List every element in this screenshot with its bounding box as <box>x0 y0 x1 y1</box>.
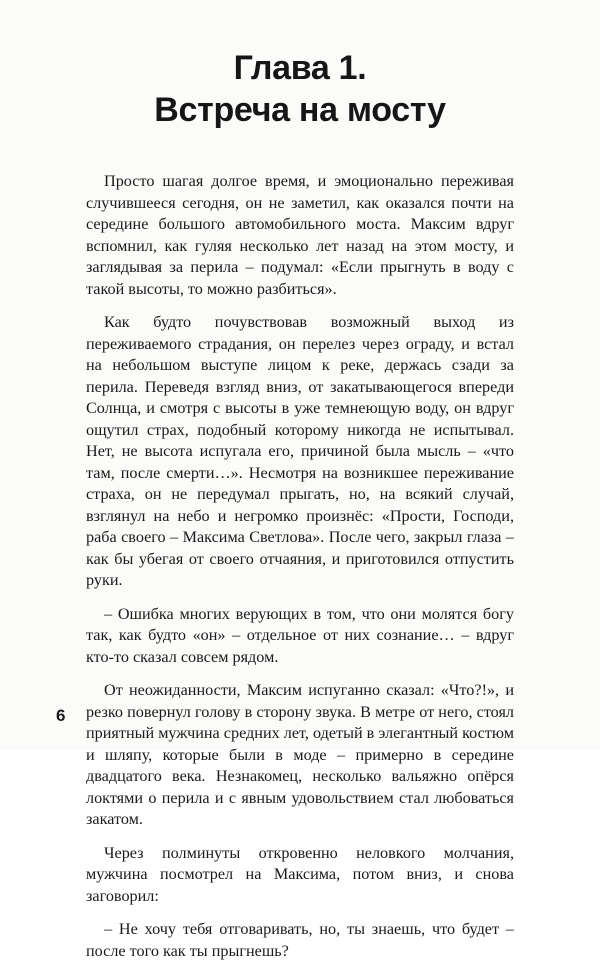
paragraph: – Ошибка многих верующих в том, что они молятся богу так, как будто «он» – отдельное от них сознание… – вдруг кто-то сказал совсем рядом. <box>86 604 514 666</box>
paragraph: Как будто почувствовав возможный выход из переживаемого страдания, он перелез через ограду, и встал на небольшом выступе лицом к реке, держась сзади за перила. Переведя взгляд вниз, от закатывающегося впереди Солнца, и смотря с высоты в уже темнеющую воду, он вдруг ощутил страх, подобный которому никогда не испытывал. Нет, не высота испугала его, причиной была мысль – «что там, после смерти…». Несмотря на возникшее переживание страха, он не передумал прыгать, но, на всякий случай, взглянул на небо и негромко произнёс: «Прости, Господи, раба своего – Максима Светлова». После чего, закрыл глаза – как бы убегая от своего отчаяния, и приготовился отпустить руки. <box>86 313 514 589</box>
paragraph: Просто шагая долгое время, и эмоционально переживая случившееся сегодня, он не заметил, как оказался почти на середине большого автомобильного моста. Максим вдруг вспомнил, как гуляя несколько лет назад на этом мосту, и заглядывая за перила – подумал: «Если прыгнуть в воду с такой высоты, то можно разбиться». <box>86 172 514 298</box>
paragraph: От неожиданности, Максим испуганно сказал: «Что?!», и резко повернул голову в сторону звука. В метре от него, стоял приятный мужчина средних лет, одетый в элегантный костюм и шляпу, которые были в моде – примерно в середине двадцатого века. Незнакомец, несколько вальяжно опёрся локтями о перила и с явным удовольствием стал любоваться закатом. <box>86 681 515 828</box>
page-number: 6 <box>56 706 66 725</box>
paragraph: – Не хочу тебя отговаривать, но, ты знаешь, что будет – после того как ты прыгнешь? <box>86 920 514 960</box>
paragraph: Через полминуты откровенно неловкого молчания, мужчина посмотрел на Максима, потом вниз, и снова заговорил: <box>86 843 514 905</box>
chapter-name: Встреча на мосту <box>154 91 446 129</box>
chapter-title <box>0 47 600 131</box>
chapter-number: Глава 1. <box>233 49 367 87</box>
chapter-body <box>86 171 514 974</box>
